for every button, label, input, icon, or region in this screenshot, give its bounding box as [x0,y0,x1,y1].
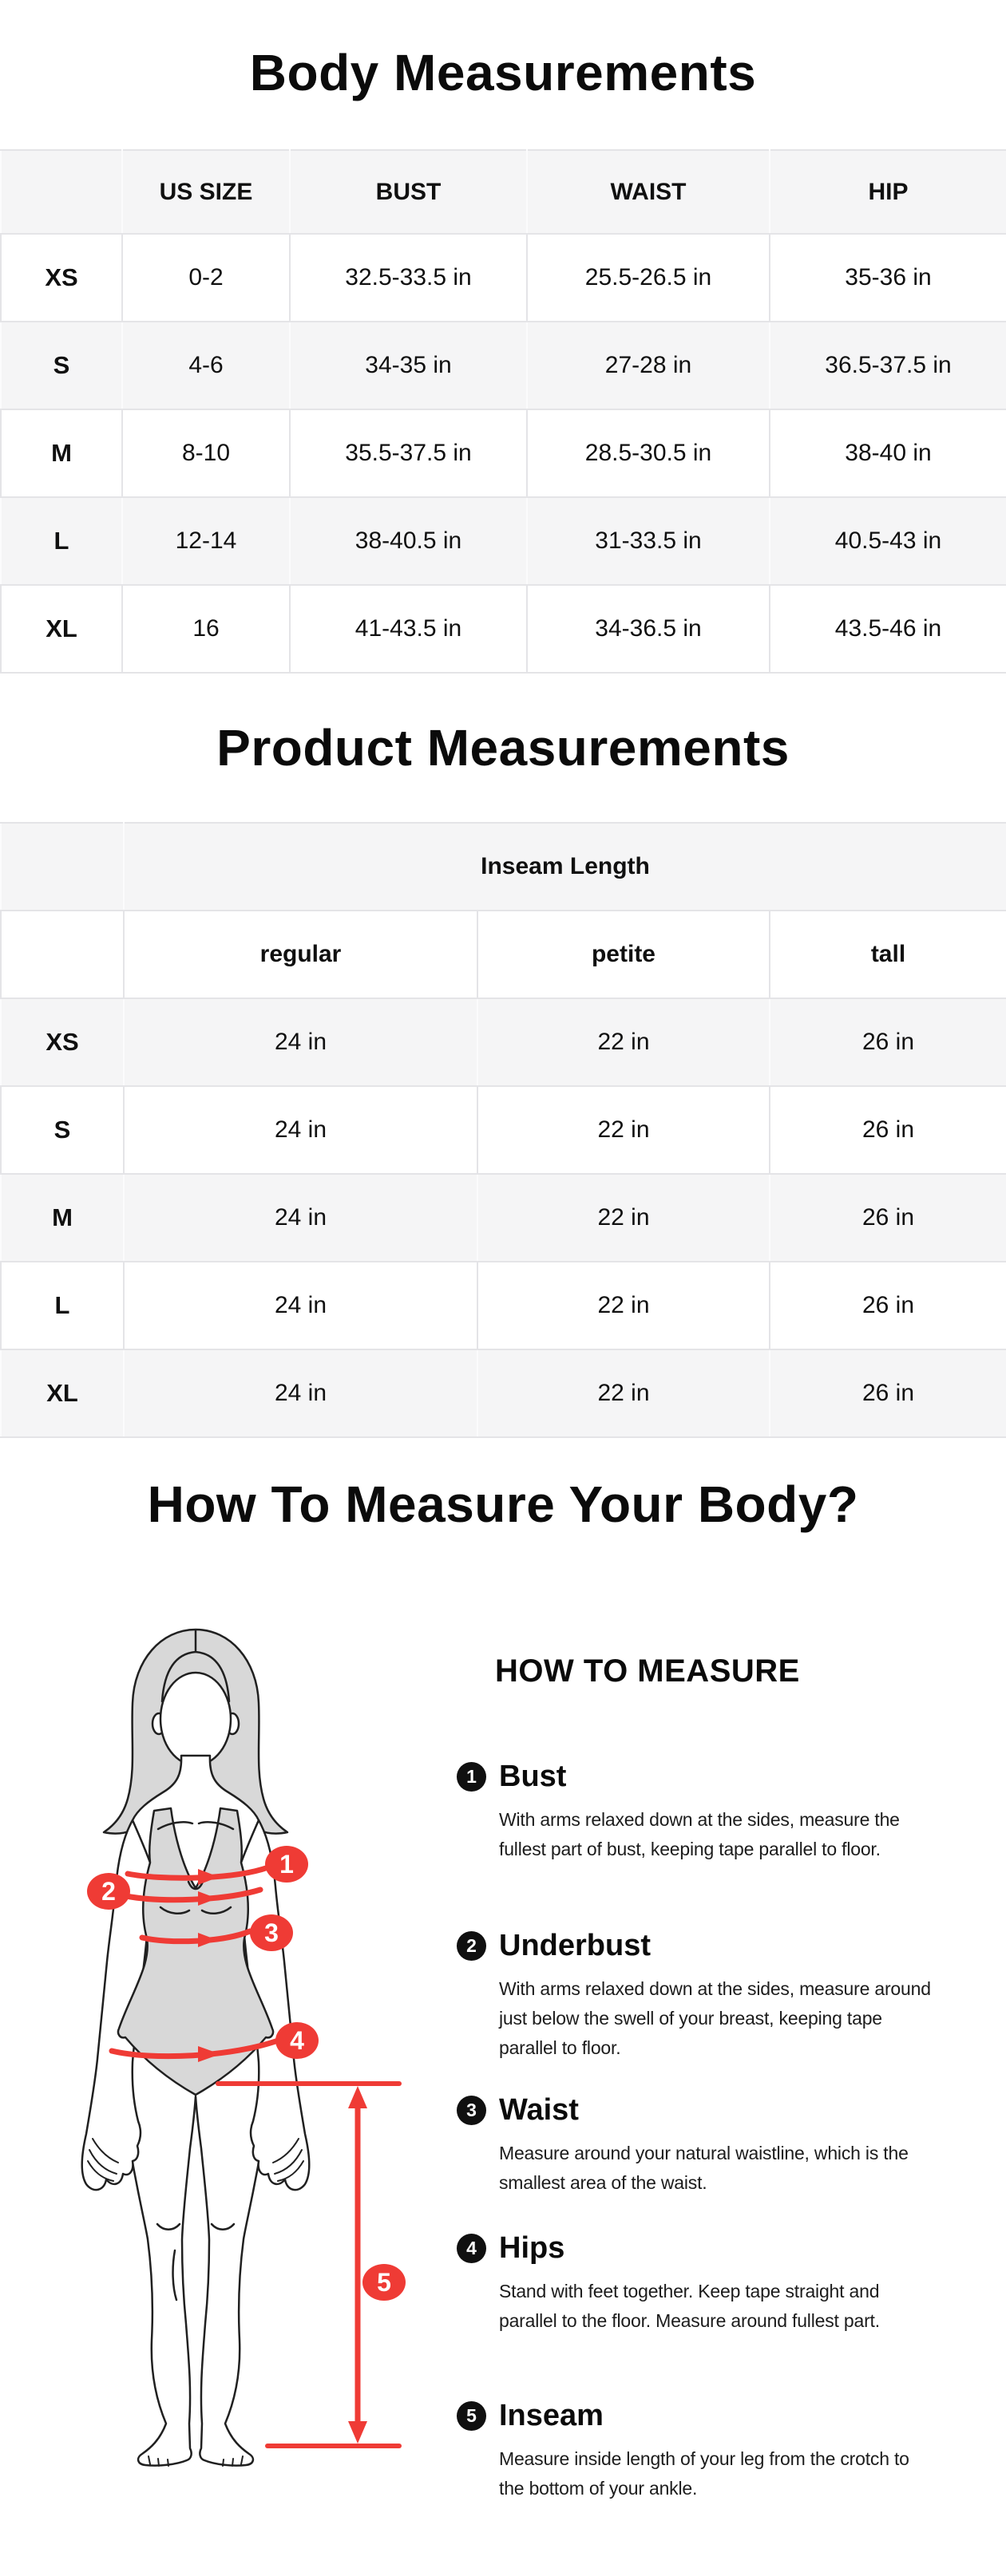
list-item-underbust [457,1929,936,2063]
table-row [1,497,1006,585]
step-5-description: Measure inside length of your leg from the crotch to the bottom of your ankle. [499,2448,909,2499]
waist-cell: 34-36.5 in [527,585,770,673]
table-row [1,234,1006,322]
measure-figure-icon [80,1620,455,2474]
table-row [1,322,1006,409]
product-table-group-header-row [1,823,1006,911]
step-2-description: With arms relaxed down at the sides, measure around just below the swell of your breast, keeping tape parallel to floor. [499,1978,931,2058]
table-row [1,1262,1006,1349]
how-to-measure-subheading: HOW TO MEASURE [495,1653,800,1689]
step-4-description: Stand with feet together. Keep tape straight and parallel to the floor. Measure around fullest part. [499,2281,880,2331]
size-label: L [1,1262,124,1349]
waist-cell: 27-28 in [527,322,770,409]
hip-cell: 43.5-46 in [770,585,1006,673]
bust-cell: 32.5-33.5 in [290,234,527,322]
figure-badge-4-number: 4 [290,2026,304,2055]
bust-cell: 35.5-37.5 in [290,409,527,497]
table-row [1,1174,1006,1262]
table-row [1,998,1006,1086]
body-table-col-hip: HIP [770,150,1006,234]
size-label: XS [1,234,122,322]
waist-cell: 31-33.5 in [527,497,770,585]
tall-cell: 26 in [770,998,1006,1086]
tall-cell: 26 in [770,1174,1006,1262]
col-tall: tall [770,911,1006,998]
inseam-down-arrowhead [348,2421,367,2444]
product-measurements-title: Product Measurements [216,719,790,776]
step-1-description: With arms relaxed down at the sides, measure the fullest part of bust, keeping tape parallel to floor. [499,1809,900,1859]
step-4-title: Hips [499,2231,565,2265]
figure-badge-2-number: 2 [101,1877,116,1906]
regular-cell: 24 in [124,1086,477,1174]
bust-cell: 38-40.5 in [290,497,527,585]
inseam-up-arrowhead [348,2086,367,2108]
regular-cell: 24 in [124,998,477,1086]
petite-cell: 22 in [477,1349,770,1437]
table-row [1,1349,1006,1437]
list-item-inseam [457,2399,936,2503]
figure-badge-1-number: 1 [279,1850,294,1879]
how-to-measure-title: How To Measure Your Body? [147,1476,859,1533]
bust-cell: 41-43.5 in [290,585,527,673]
product-table-subheader-row [1,911,1006,998]
tall-cell: 26 in [770,1262,1006,1349]
step-2-title: Underbust [499,1929,651,1962]
regular-cell: 24 in [124,1349,477,1437]
us-size-cell: 8-10 [122,409,290,497]
size-label: S [1,1086,124,1174]
product-measurements-table [0,822,1006,1438]
table-row [1,1086,1006,1174]
body-table-header-row [1,150,1006,234]
us-size-cell: 4-6 [122,322,290,409]
tall-cell: 26 in [770,1086,1006,1174]
body-figure-illustration [80,1620,455,2474]
regular-cell: 24 in [124,1262,477,1349]
petite-cell: 22 in [477,1262,770,1349]
size-label: S [1,322,122,409]
step-1-badge: 1 [457,1762,486,1792]
col-regular: regular [124,911,477,998]
table-row [1,409,1006,497]
list-item-waist [457,2093,936,2198]
figure-badge-5-number: 5 [377,2268,391,2297]
body-table-corner-cell [1,150,122,234]
step-1-title: Bust [499,1760,567,1793]
figure-badge-3-number: 3 [264,1918,279,1947]
tall-cell: 26 in [770,1349,1006,1437]
step-3-title: Waist [499,2093,579,2127]
petite-cell: 22 in [477,1174,770,1262]
size-label: XL [1,585,122,673]
body-table-col-us-size: US SIZE [122,150,290,234]
hip-cell: 40.5-43 in [770,497,1006,585]
size-label: M [1,409,122,497]
size-label: L [1,497,122,585]
step-3-description: Measure around your natural waistline, which is the smallest area of the waist. [499,2143,909,2193]
step-3-badge: 3 [457,2096,486,2125]
size-label: XS [1,998,124,1086]
hip-cell: 35-36 in [770,234,1006,322]
waist-cell: 28.5-30.5 in [527,409,770,497]
list-item-bust [457,1760,936,1864]
body-table-col-bust: BUST [290,150,527,234]
hip-cell: 38-40 in [770,409,1006,497]
inseam-length-header: Inseam Length [124,823,1006,911]
step-5-badge: 5 [457,2401,486,2431]
body-measurements-title: Body Measurements [249,44,757,101]
us-size-cell: 16 [122,585,290,673]
col-petite: petite [477,911,770,998]
body-measurements-table [0,149,1006,674]
body-table-col-waist: WAIST [527,150,770,234]
table-row [1,585,1006,673]
hip-cell: 36.5-37.5 in [770,322,1006,409]
us-size-cell: 0-2 [122,234,290,322]
step-5-title: Inseam [499,2399,604,2432]
waist-cell: 25.5-26.5 in [527,234,770,322]
us-size-cell: 12-14 [122,497,290,585]
petite-cell: 22 in [477,1086,770,1174]
list-item-hips [457,2231,936,2336]
step-4-badge: 4 [457,2234,486,2263]
size-label: M [1,1174,124,1262]
step-2-badge: 2 [457,1931,486,1961]
face-shape [160,1673,231,1765]
regular-cell: 24 in [124,1174,477,1262]
product-table-corner-cell [1,911,124,998]
petite-cell: 22 in [477,998,770,1086]
product-table-corner-cell [1,823,124,911]
bust-cell: 34-35 in [290,322,527,409]
size-label: XL [1,1349,124,1437]
